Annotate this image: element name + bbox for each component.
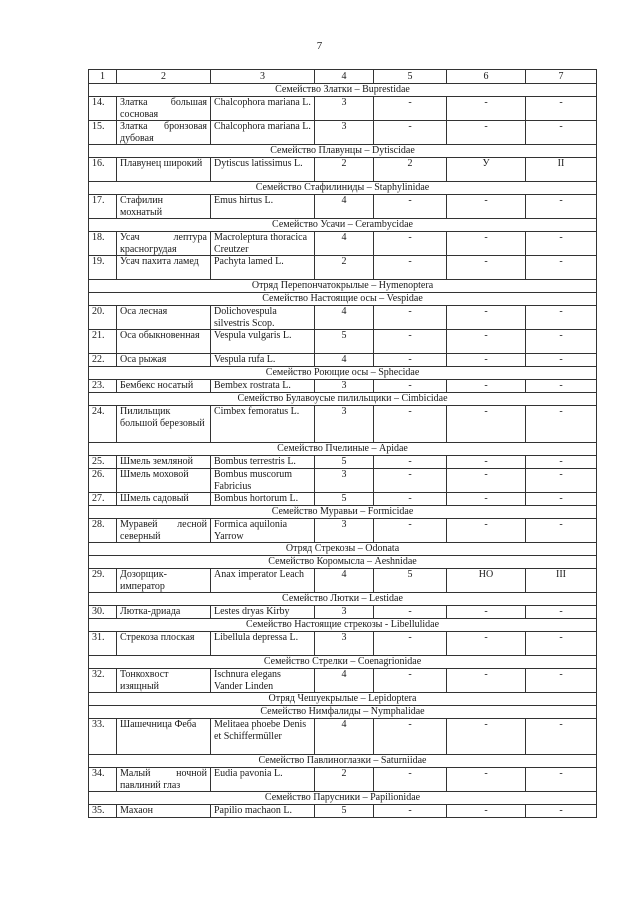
species-row bbox=[89, 519, 597, 543]
russian-name: Шмель моховой bbox=[117, 469, 211, 493]
col5-value: - bbox=[374, 606, 447, 619]
col4-value: 3 bbox=[315, 606, 374, 619]
russian-name: Муравей лесной северный bbox=[117, 519, 211, 543]
row-number: 17. bbox=[89, 195, 117, 219]
col5-value: - bbox=[374, 232, 447, 256]
col6-value: - bbox=[447, 121, 526, 145]
col5-value: - bbox=[374, 306, 447, 330]
russian-name: Тонкохвост изящный bbox=[117, 669, 211, 693]
russian-name: Шмель садовый bbox=[117, 493, 211, 506]
row-number: 22. bbox=[89, 354, 117, 367]
col5-value: - bbox=[374, 256, 447, 280]
section-row bbox=[89, 293, 597, 306]
col4-value: 4 bbox=[315, 354, 374, 367]
species-row bbox=[89, 719, 597, 755]
col5-value: - bbox=[374, 768, 447, 792]
col7-value: - bbox=[526, 354, 597, 367]
col4-value: 3 bbox=[315, 380, 374, 393]
header-cell: 2 bbox=[117, 70, 211, 84]
section-row bbox=[89, 367, 597, 380]
col4-value: 5 bbox=[315, 330, 374, 354]
latin-name: Eudia pavonia L. bbox=[211, 768, 315, 792]
russian-name: Махаон bbox=[117, 805, 211, 818]
latin-name: Formica aquilonia Yarrow bbox=[211, 519, 315, 543]
col6-value: - bbox=[447, 195, 526, 219]
col6-value: - bbox=[447, 719, 526, 755]
species-table bbox=[88, 69, 597, 818]
header-cell: 6 bbox=[447, 70, 526, 84]
col4-value: 3 bbox=[315, 406, 374, 443]
col7-value: II bbox=[526, 158, 597, 182]
col4-value: 5 bbox=[315, 805, 374, 818]
col6-value: - bbox=[447, 456, 526, 469]
col4-value: 2 bbox=[315, 768, 374, 792]
species-row bbox=[89, 97, 597, 121]
row-number: 15. bbox=[89, 121, 117, 145]
latin-name: Chalcophora mariana L. bbox=[211, 97, 315, 121]
col5-value: - bbox=[374, 121, 447, 145]
section-heading: Семейство Муравьи – Formicidae bbox=[89, 506, 597, 519]
col4-value: 4 bbox=[315, 232, 374, 256]
species-row bbox=[89, 805, 597, 818]
latin-name: Vespula rufa L. bbox=[211, 354, 315, 367]
col4-value: 3 bbox=[315, 97, 374, 121]
col7-value: - bbox=[526, 232, 597, 256]
row-number: 28. bbox=[89, 519, 117, 543]
section-heading: Отряд Чешуекрылые – Lepidoptera bbox=[89, 693, 597, 706]
russian-name: Оса лесная bbox=[117, 306, 211, 330]
row-number: 19. bbox=[89, 256, 117, 280]
col4-value: 4 bbox=[315, 669, 374, 693]
col4-value: 4 bbox=[315, 719, 374, 755]
col6-value: - bbox=[447, 306, 526, 330]
section-heading: Семейство Усачи – Cerambycidae bbox=[89, 219, 597, 232]
col4-value: 5 bbox=[315, 493, 374, 506]
col7-value: - bbox=[526, 256, 597, 280]
col6-value: - bbox=[447, 669, 526, 693]
col4-value: 2 bbox=[315, 158, 374, 182]
section-heading: Семейство Парусники – Papilionidae bbox=[89, 792, 597, 805]
col5-value: - bbox=[374, 719, 447, 755]
col4-value: 4 bbox=[315, 306, 374, 330]
latin-name: Vespula vulgaris L. bbox=[211, 330, 315, 354]
header-cell: 7 bbox=[526, 70, 597, 84]
russian-name: Бембекс носатый bbox=[117, 380, 211, 393]
russian-name: Стафилин мохнатый bbox=[117, 195, 211, 219]
russian-name: Пилильщик большой березовый bbox=[117, 406, 211, 443]
species-row bbox=[89, 195, 597, 219]
section-row bbox=[89, 543, 597, 556]
col5-value: 5 bbox=[374, 569, 447, 593]
section-row bbox=[89, 219, 597, 232]
col6-value: - bbox=[447, 606, 526, 619]
latin-name: Ischnura elegans Vander Linden bbox=[211, 669, 315, 693]
latin-name: Dolichovespula silvestris Scop. bbox=[211, 306, 315, 330]
col5-value: 2 bbox=[374, 158, 447, 182]
latin-name: Chalcophora mariana L. bbox=[211, 121, 315, 145]
section-row bbox=[89, 84, 597, 97]
section-heading: Отряд Перепончатокрылые – Hymenoptera bbox=[89, 280, 597, 293]
col6-value: - bbox=[447, 632, 526, 656]
col5-value: - bbox=[374, 805, 447, 818]
latin-name: Lestes dryas Kirby bbox=[211, 606, 315, 619]
col4-value: 3 bbox=[315, 121, 374, 145]
row-number: 29. bbox=[89, 569, 117, 593]
header-cell: 1 bbox=[89, 70, 117, 84]
row-number: 31. bbox=[89, 632, 117, 656]
col5-value: - bbox=[374, 406, 447, 443]
col7-value: - bbox=[526, 805, 597, 818]
col5-value: - bbox=[374, 330, 447, 354]
russian-name: Оса рыжая bbox=[117, 354, 211, 367]
col7-value: - bbox=[526, 719, 597, 755]
col7-value: - bbox=[526, 97, 597, 121]
section-row bbox=[89, 656, 597, 669]
latin-name: Bembex rostrata L. bbox=[211, 380, 315, 393]
russian-name: Малый ночной павлиний глаз bbox=[117, 768, 211, 792]
section-row bbox=[89, 280, 597, 293]
species-row bbox=[89, 669, 597, 693]
section-heading: Семейство Стрелки – Coenagrionidae bbox=[89, 656, 597, 669]
row-number: 35. bbox=[89, 805, 117, 818]
latin-name: Macroleptura thoracica Creutzer bbox=[211, 232, 315, 256]
col7-value: - bbox=[526, 632, 597, 656]
latin-name: Papilio machaon L. bbox=[211, 805, 315, 818]
species-row bbox=[89, 768, 597, 792]
section-heading: Семейство Стафилиниды – Staphylinidae bbox=[89, 182, 597, 195]
col7-value: III bbox=[526, 569, 597, 593]
row-number: 21. bbox=[89, 330, 117, 354]
russian-name: Шмель земляной bbox=[117, 456, 211, 469]
page-number: 7 bbox=[316, 40, 323, 52]
col5-value: - bbox=[374, 469, 447, 493]
col7-value: - bbox=[526, 768, 597, 792]
col4-value: 2 bbox=[315, 256, 374, 280]
russian-name: Усач лептура красногрудая bbox=[117, 232, 211, 256]
col4-value: 3 bbox=[315, 632, 374, 656]
row-number: 24. bbox=[89, 406, 117, 443]
section-row bbox=[89, 792, 597, 805]
latin-name: Bombus terrestris L. bbox=[211, 456, 315, 469]
latin-name: Emus hirtus L. bbox=[211, 195, 315, 219]
species-row bbox=[89, 306, 597, 330]
col7-value: - bbox=[526, 380, 597, 393]
col5-value: - bbox=[374, 519, 447, 543]
col5-value: - bbox=[374, 632, 447, 656]
col6-value: - bbox=[447, 805, 526, 818]
latin-name: Pachyta lamed L. bbox=[211, 256, 315, 280]
russian-name: Усач пахита ламед bbox=[117, 256, 211, 280]
russian-name: Дозорщик-император bbox=[117, 569, 211, 593]
col6-value: - bbox=[447, 97, 526, 121]
section-heading: Семейство Лютки – Lestidae bbox=[89, 593, 597, 606]
row-number: 33. bbox=[89, 719, 117, 755]
col7-value: - bbox=[526, 493, 597, 506]
header-cell: 5 bbox=[374, 70, 447, 84]
section-heading: Семейство Настоящие осы – Vespidae bbox=[89, 293, 597, 306]
section-heading: Семейство Златки – Buprestidae bbox=[89, 84, 597, 97]
col4-value: 4 bbox=[315, 569, 374, 593]
section-row bbox=[89, 145, 597, 158]
col5-value: - bbox=[374, 669, 447, 693]
species-row bbox=[89, 158, 597, 182]
col6-value: - bbox=[447, 519, 526, 543]
col6-value: У bbox=[447, 158, 526, 182]
col6-value: - bbox=[447, 380, 526, 393]
col7-value: - bbox=[526, 121, 597, 145]
col6-value: - bbox=[447, 469, 526, 493]
russian-name: Стрекоза плоская bbox=[117, 632, 211, 656]
col6-value: - bbox=[447, 256, 526, 280]
species-row bbox=[89, 380, 597, 393]
table-body bbox=[89, 84, 597, 818]
species-row bbox=[89, 256, 597, 280]
section-heading: Семейство Роющие осы – Sphecidae bbox=[89, 367, 597, 380]
col6-value: - bbox=[447, 493, 526, 506]
section-row bbox=[89, 393, 597, 406]
col5-value: - bbox=[374, 97, 447, 121]
section-row bbox=[89, 443, 597, 456]
col7-value: - bbox=[526, 469, 597, 493]
col7-value: - bbox=[526, 606, 597, 619]
species-row bbox=[89, 406, 597, 443]
russian-name: Шашечница Феба bbox=[117, 719, 211, 755]
russian-name: Златка большая сосновая bbox=[117, 97, 211, 121]
russian-name: Плавунец широкий bbox=[117, 158, 211, 182]
latin-name: Cimbex femoratus L. bbox=[211, 406, 315, 443]
section-row bbox=[89, 693, 597, 706]
species-row bbox=[89, 232, 597, 256]
col6-value: - bbox=[447, 406, 526, 443]
section-row bbox=[89, 556, 597, 569]
section-row bbox=[89, 619, 597, 632]
species-row bbox=[89, 354, 597, 367]
russian-name: Златка бронзовая дубовая bbox=[117, 121, 211, 145]
col6-value: - bbox=[447, 354, 526, 367]
row-number: 25. bbox=[89, 456, 117, 469]
row-number: 18. bbox=[89, 232, 117, 256]
species-row bbox=[89, 330, 597, 354]
section-row bbox=[89, 506, 597, 519]
col7-value: - bbox=[526, 406, 597, 443]
species-row bbox=[89, 456, 597, 469]
row-number: 14. bbox=[89, 97, 117, 121]
section-row bbox=[89, 182, 597, 195]
col7-value: - bbox=[526, 669, 597, 693]
species-row bbox=[89, 632, 597, 656]
col4-value: 3 bbox=[315, 469, 374, 493]
col5-value: - bbox=[374, 195, 447, 219]
col7-value: - bbox=[526, 519, 597, 543]
section-heading: Семейство Плавунцы – Dytiscidae bbox=[89, 145, 597, 158]
header-row bbox=[89, 70, 597, 84]
section-row bbox=[89, 593, 597, 606]
latin-name: Dytiscus latissimus L. bbox=[211, 158, 315, 182]
section-heading: Семейство Коромысла – Aeshnidae bbox=[89, 556, 597, 569]
row-number: 26. bbox=[89, 469, 117, 493]
col6-value: - bbox=[447, 768, 526, 792]
col6-value: - bbox=[447, 232, 526, 256]
row-number: 23. bbox=[89, 380, 117, 393]
latin-name: Libellula depressa L. bbox=[211, 632, 315, 656]
col4-value: 3 bbox=[315, 519, 374, 543]
latin-name: Anax imperator Leach bbox=[211, 569, 315, 593]
section-heading: Семейство Булавоусые пилильщики – Cimbicidae bbox=[89, 393, 597, 406]
section-heading: Семейство Павлиноглазки – Saturniidae bbox=[89, 755, 597, 768]
header-cell: 3 bbox=[211, 70, 315, 84]
section-heading: Семейство Настоящие стрекозы - Libellulidae bbox=[89, 619, 597, 632]
header-cell: 4 bbox=[315, 70, 374, 84]
species-row bbox=[89, 606, 597, 619]
col5-value: - bbox=[374, 380, 447, 393]
species-row bbox=[89, 569, 597, 593]
section-heading: Семейство Нимфалиды – Nymphalidae bbox=[89, 706, 597, 719]
row-number: 32. bbox=[89, 669, 117, 693]
species-row bbox=[89, 469, 597, 493]
latin-name: Melitaea phoebe Denis et Schiffermüller bbox=[211, 719, 315, 755]
col6-value: - bbox=[447, 330, 526, 354]
latin-name: Bombus muscorum Fabricius bbox=[211, 469, 315, 493]
species-row bbox=[89, 493, 597, 506]
latin-name: Bombus hortorum L. bbox=[211, 493, 315, 506]
col5-value: - bbox=[374, 354, 447, 367]
row-number: 34. bbox=[89, 768, 117, 792]
section-heading: Отряд Стрекозы – Odonata bbox=[89, 543, 597, 556]
col7-value: - bbox=[526, 306, 597, 330]
col6-value: НО bbox=[447, 569, 526, 593]
species-row bbox=[89, 121, 597, 145]
russian-name: Лютка-дриада bbox=[117, 606, 211, 619]
row-number: 16. bbox=[89, 158, 117, 182]
russian-name: Оса обыкновенная bbox=[117, 330, 211, 354]
row-number: 20. bbox=[89, 306, 117, 330]
section-row bbox=[89, 706, 597, 719]
col4-value: 4 bbox=[315, 195, 374, 219]
col4-value: 5 bbox=[315, 456, 374, 469]
col7-value: - bbox=[526, 330, 597, 354]
row-number: 27. bbox=[89, 493, 117, 506]
col7-value: - bbox=[526, 456, 597, 469]
section-heading: Семейство Пчелиные – Apidae bbox=[89, 443, 597, 456]
section-row bbox=[89, 755, 597, 768]
col7-value: - bbox=[526, 195, 597, 219]
col5-value: - bbox=[374, 493, 447, 506]
col5-value: - bbox=[374, 456, 447, 469]
row-number: 30. bbox=[89, 606, 117, 619]
